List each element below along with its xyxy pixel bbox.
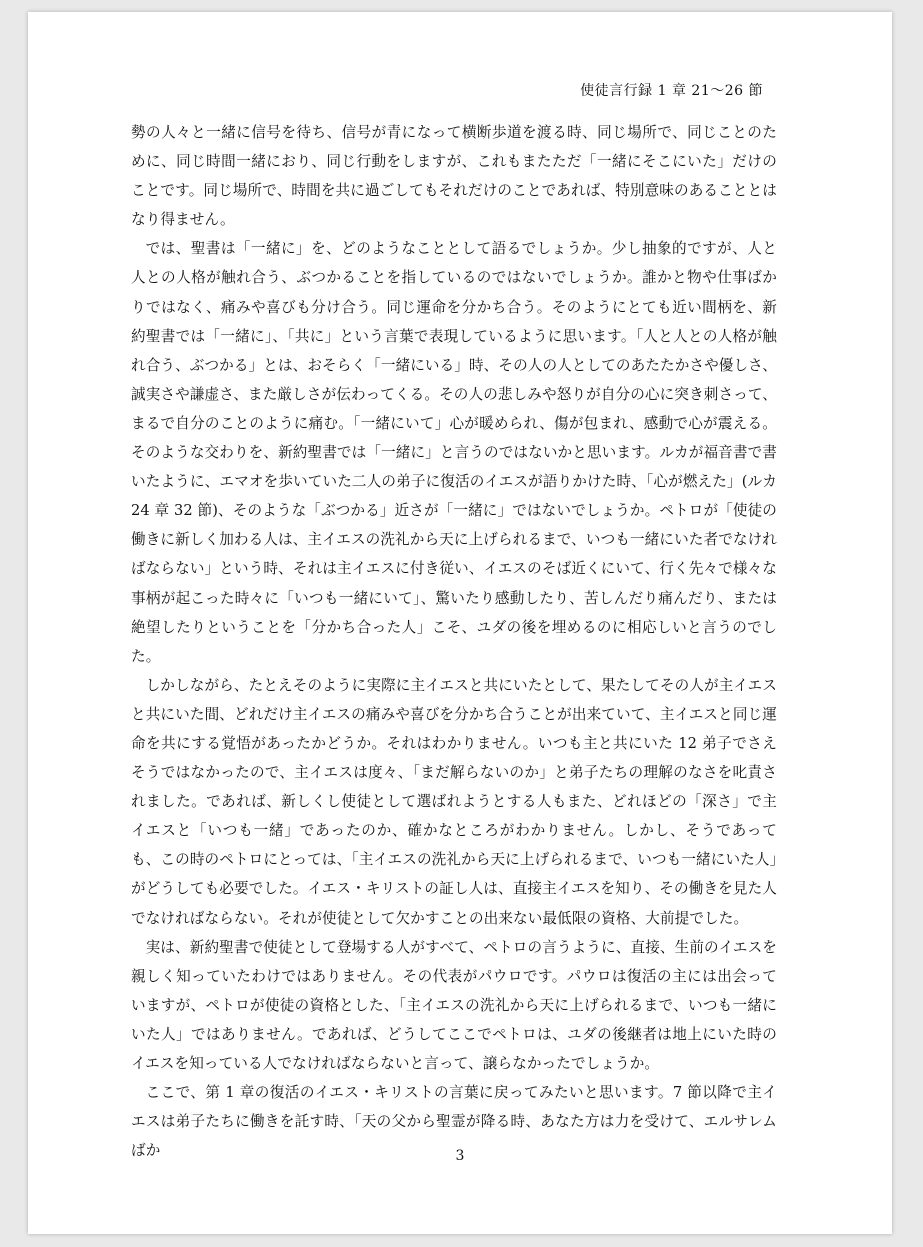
running-header: 使徒言行録 1 章 21〜26 節: [580, 83, 763, 99]
paragraph-5: ここで、第 1 章の復活のイエス・キリストの言葉に戻ってみたいと思います。7 節以降で主イエスは弟子たちに働きを託す時、「天の父から聖霊が降る時、あなた方は力を受けて、エルサレムばか: [131, 1084, 777, 1160]
paragraph-3: しかしながら、たとえそのように実際に主イエスと共にいたとして、果たしてその人が主イエスと共にいた間、どれだけ主イエスの痛みや喜びを分かち合うことが出来ていて、主イエスと同じ運命を共にする覚悟があったかどうか。それはわかりません。いつも主と共にいた 12 弟子でさえそうではなかったので、主イエスは度々、「まだ解らないのか」と弟子たちの理解のなさを叱責されました。であれば、新しくし使徒として選ばれようとする人もまた、どれほどの「深さ」で主イエスと「いつも一緒」であったのか、確かなところがわかりません。しかし、そうであっても、この時のペトロにとっては、「主イエスの洗礼から天に上げられるまで、いつも一緒にいた人」がどうしても必要でした。イエス・キリストの証し人は、直接主イエスを知り、その働きを見た人でなければならない。それが使徒として欠かすことの出来ない最低限の資格、大前提でした。: [131, 676, 777, 927]
paragraph-2: では、聖書は「一緒に」を、どのようなこととして語るでしょうか。少し抽象的ですが、人と人との人格が触れ合う、ぶつかることを指しているのではないでしょうか。誰かと物や仕事ばかりではなく、痛みや喜びも分け合う。同じ運命を分かち合う。そのようにとても近い間柄を、新約聖書では「一緒に」、「共に」という言葉で表現しているように思います。「人と人との人格が触れ合う、ぶつかる」とは、おそらく「一緒にいる」時、その人の人としてのあたたかさや優しさ、誠実さや謙虚さ、また厳しさが伝わってくる。その人の悲しみや怒りが自分の心に突き刺さって、まるで自分のことのように痛む。「一緒にいて」心が暖められ、傷が包まれ、感動で心が震える。そのような交わりを、新約聖書では「一緒に」と言うのではないかと思います。ルカが福音書で書いたように、エマオを歩いていた二人の弟子に復活のイエスが語りかけた時、「心が燃えた」(ルカ 24 章 32 節)、そのような「ぶつかる」近さが「一緒に」ではないでしょうか。ペトロが「使徒の働きに新しく加わる人は、主イエスの洗礼から天に上げられるまで、いつも一緒にいた者でなければならない」という時、それは主イエスに付き従い、イエスのそば近くにいて、行く先々で様々な事柄が起こった時々に「いつも一緒にいて」、驚いたり感動したり、苦しんだり痛んだり、または絶望したりということを「分かち合った人」こそ、ユダの後を埋めるのに相応しいと言うのでした。: [131, 240, 777, 665]
paragraph-1: 勢の人々と一緒に信号を待ち、信号が青になって横断歩道を渡る時、同じ場所で、同じことのために、同じ時間一緒におり、同じ行動をしますが、これもまたただ「一緒にそこにいた」だけのことです。同じ場所で、時間を共に過ごしてもそれだけのことであれば、特別意味のあることとはなり得ません。: [131, 124, 777, 229]
page-number: 3: [455, 1148, 465, 1164]
paragraph-4: 実は、新約聖書で使徒として登場する人がすべて、ペトロの言うように、直接、生前のイエスを親しく知っていたわけではありません。その代表がパウロです。パウロは復活の主には出会っていますが、ペトロが使徒の資格とした、「主イエスの洗礼から天に上げられるまで、いつも一緒にいた人」ではありません。であれば、どうしてここでペトロは、ユダの後継者は地上にいた時のイエスを知っている人でなければならないと言って、譲らなかったでしょうか。: [131, 938, 777, 1072]
body-text: [131, 118, 777, 1165]
document-page: [28, 12, 892, 1234]
